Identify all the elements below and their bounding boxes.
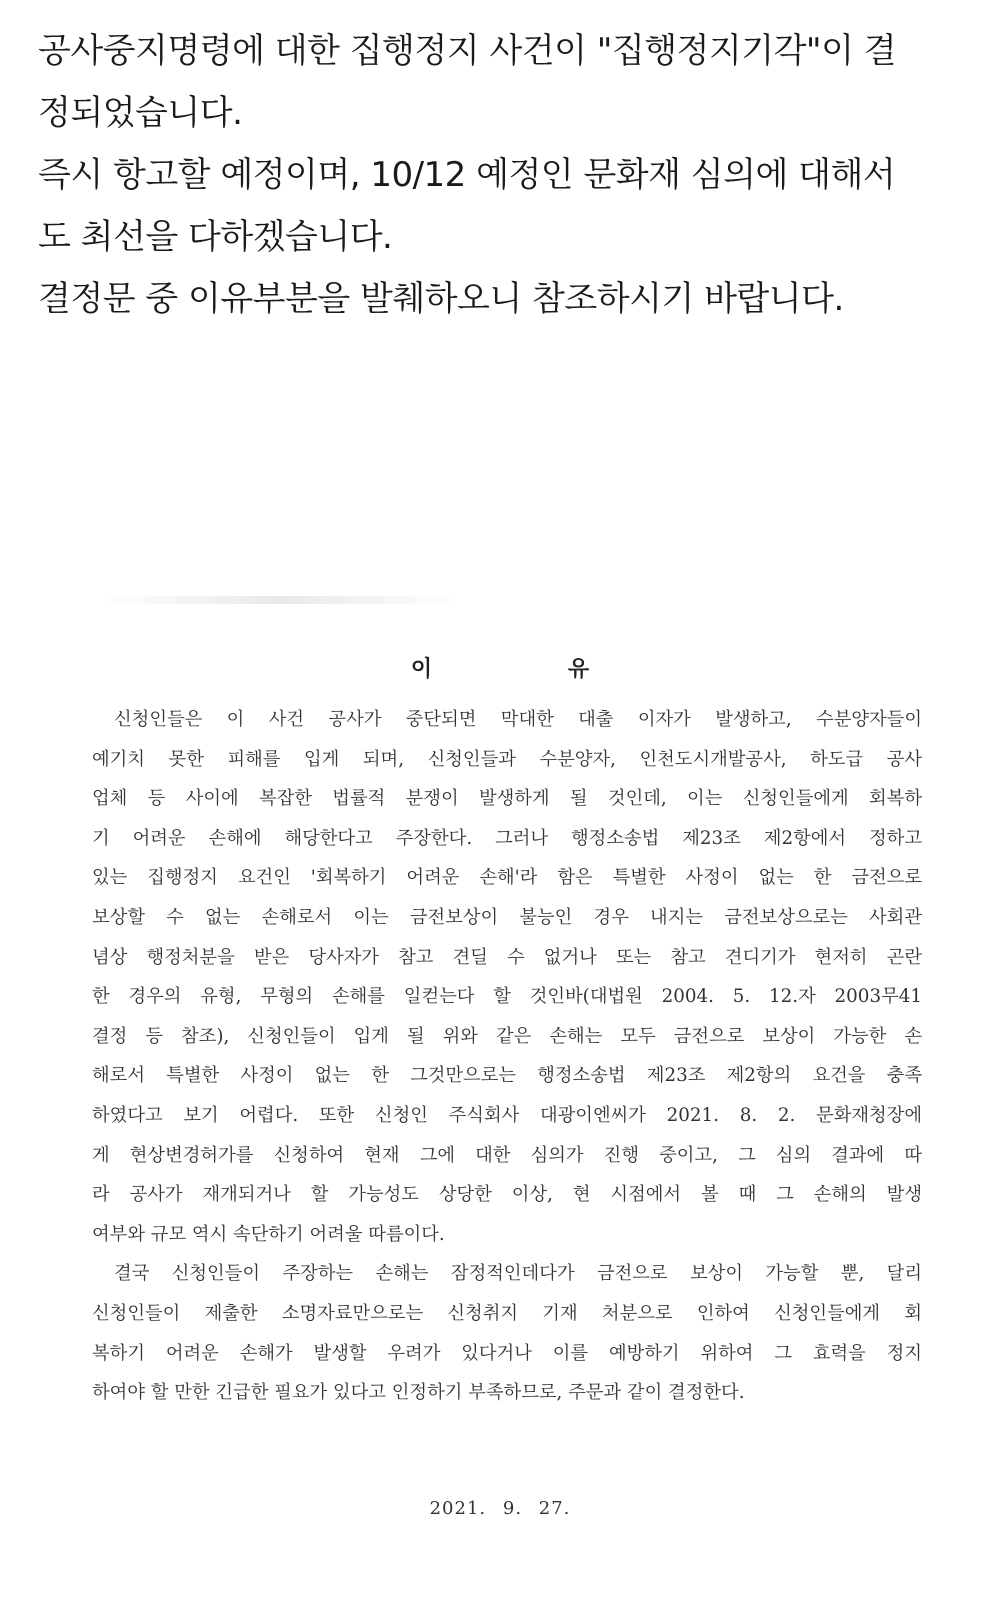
text-line: 념상 행정처분을 받은 당사자가 참고 견딜 수 없거나 또는 참고 견디기가 현저히 곤란: [92, 946, 922, 968]
text-line: 결정 등 참조), 신청인들이 입게 될 위와 같은 손해는 모두 금전으로 보상이 가능한 손: [92, 1025, 922, 1047]
text-line: 하여야 할 만한 긴급한 필요가 있다고 인정하기 부족하므로, 주문과 같이 결정한다.: [92, 1382, 745, 1404]
notice-line: 공사중지명령에 대한 집행정지 사건이 "집행정지기각"이 결: [38, 31, 897, 71]
text-line: 있는 집행정지 요건인 '회복하기 어려운 손해'라 함은 특별한 사정이 없는 한 금전으로: [92, 867, 922, 889]
text-line: 결국 신청인들이 주장하는 손해는 잠정적인데다가 금전으로 보상이 가능할 뿐, 달리: [114, 1263, 922, 1285]
faint-scan-artifact: [100, 596, 460, 604]
text-line: 해로서 특별한 사정이 없는 한 그것만으로는 행정소송법 제23조 제2항의 요건을 충족: [92, 1065, 922, 1087]
text-line: 신청인들이 제출한 소명자료만으로는 신청취지 기재 처분으로 인하여 신청인들에게 회: [92, 1302, 922, 1324]
paragraph-2: [92, 1254, 922, 1412]
notice-line: 결정문 중 이유부분을 발췌하오니 참조하시기 바랍니다.: [38, 279, 844, 319]
text-line: 업체 등 사이에 복잡한 법률적 분쟁이 발생하게 될 것인데, 이는 신청인들에게 회복하: [92, 788, 922, 810]
notice-line: 정되었습니다.: [38, 93, 243, 133]
text-line: 신청인들은 이 사건 공사가 중단되면 막대한 대출 이자가 발생하고, 수분양자들이: [114, 709, 922, 730]
paragraph-1: [92, 700, 922, 1254]
notice-line: 도 최선을 다하겠습니다.: [38, 217, 393, 257]
notice-text: [38, 20, 968, 330]
text-line: 복하기 어려운 손해가 발생할 우려가 있다거나 이를 예방하기 위하여 그 효력을 정지: [92, 1342, 922, 1364]
document-body: [92, 700, 922, 1413]
document-date: 2021. 9. 27.: [429, 1498, 571, 1519]
text-line: 여부와 규모 역시 속단하기 어려울 따름이다.: [92, 1223, 445, 1245]
notice-line: 즉시 항고할 예정이며, 10/12 예정인 문화재 심의에 대해서: [38, 155, 896, 195]
text-line: 게 현상변경허가를 신청하여 현재 그에 대한 심의가 진행 중이고, 그 심의 결과에 따: [92, 1144, 922, 1166]
text-line: 기 어려운 손해에 해당한다고 주장한다. 그러나 행정소송법 제23조 제2항에서 정하고: [92, 827, 922, 849]
text-line: 하였다고 보기 어렵다. 또한 신청인 주식회사 대광이엔씨가 2021. 8. 2. 문화재청장에: [92, 1104, 922, 1126]
text-line: 예기치 못한 피해를 입게 되며, 신청인들과 수분양자, 인천도시개발공사, 하도급 공사: [92, 748, 922, 770]
text-line: 보상할 수 없는 손해로서 이는 금전보상이 불능인 경우 내지는 금전보상으로는 사회관: [92, 906, 922, 928]
document-heading: 이 유: [410, 657, 654, 682]
text-line: 라 공사가 재개되거나 할 가능성도 상당한 이상, 현 시점에서 볼 때 그 손해의 발생: [92, 1184, 922, 1206]
text-line: 한 경우의 유형, 무형의 손해를 일컫는다 할 것인바(대법원 2004. 5. 12.자 2003무41: [92, 986, 922, 1008]
scanned-decision-document: [60, 560, 940, 1603]
